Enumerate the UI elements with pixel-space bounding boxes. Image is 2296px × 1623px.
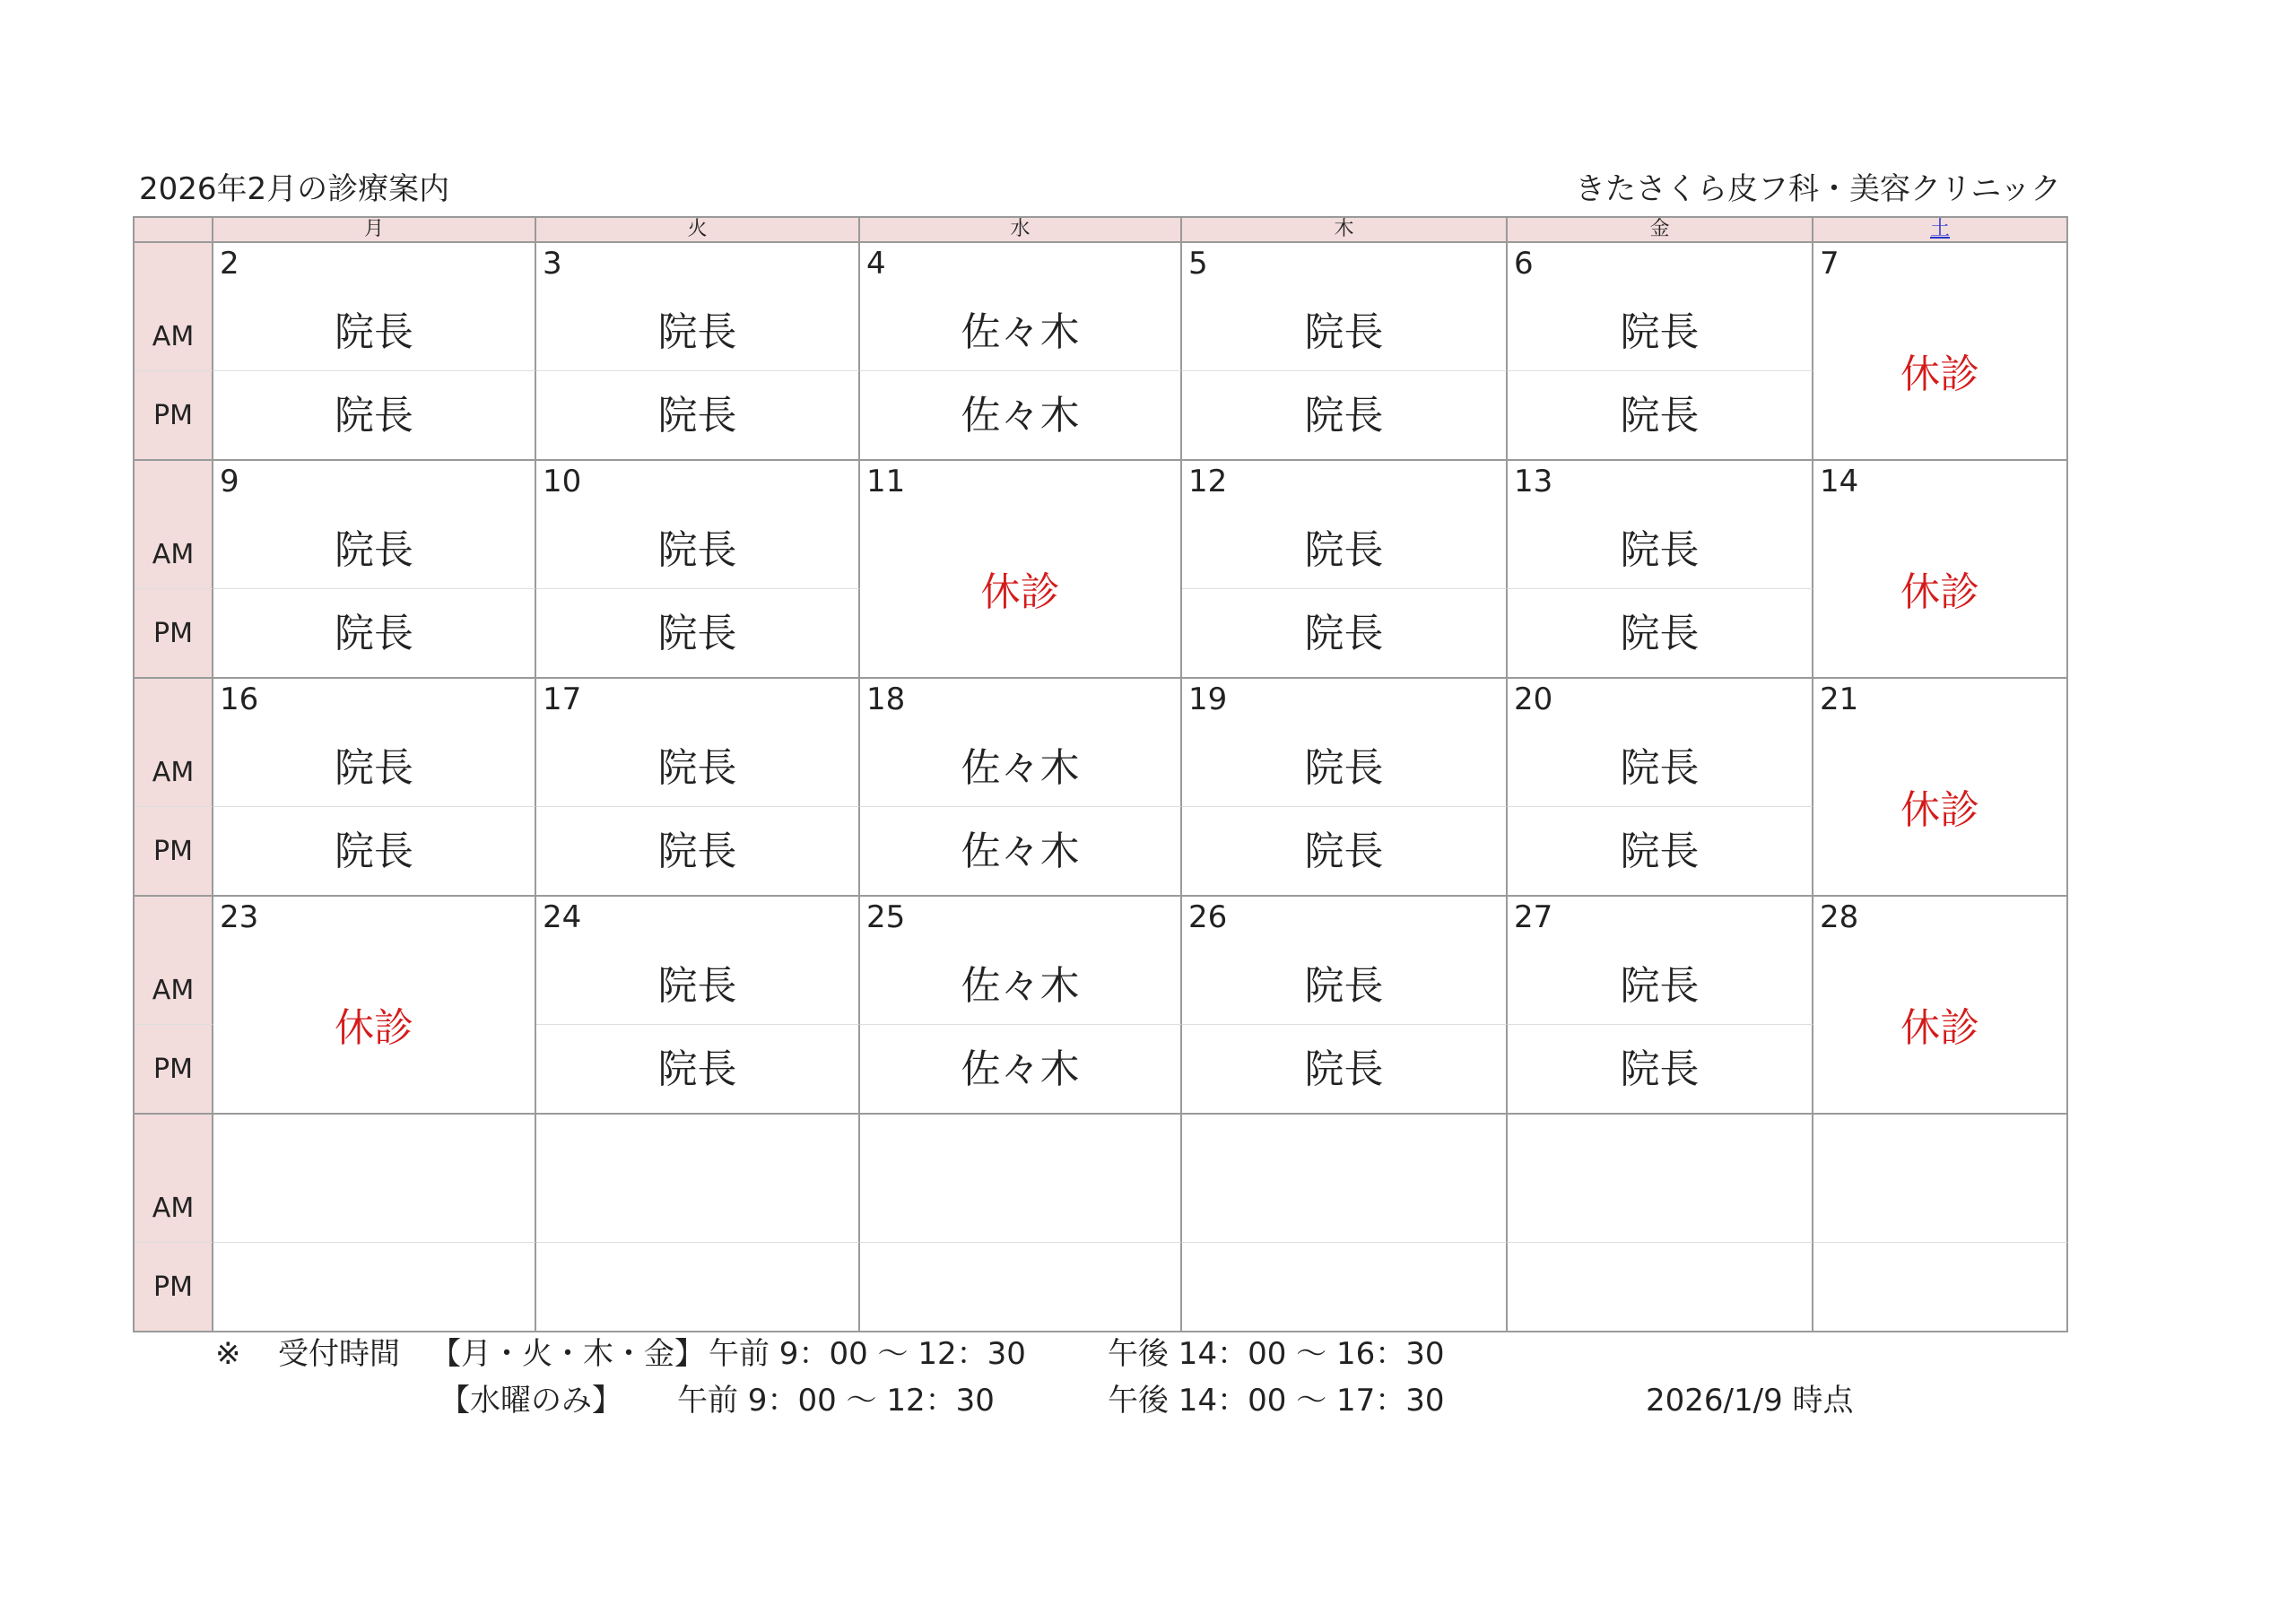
doctor-am: 院長 (1304, 745, 1384, 791)
doctor-am: 院長 (657, 527, 737, 573)
page-title: 2026年2月の診療案内 (139, 171, 450, 207)
note-as-of: 2026/1/9 時点 (1646, 1383, 1854, 1419)
closed-label: 休診 (335, 1004, 413, 1051)
closed-label: 休診 (1900, 568, 1979, 615)
doctor-am: 院長 (657, 309, 737, 355)
doctor-am: 院長 (335, 309, 413, 355)
day-cell-pm (213, 1243, 536, 1332)
day-cell-pm (1813, 1243, 2068, 1332)
note-row1-am: 午前 9：00 ～ 12：30 (709, 1336, 1026, 1372)
header-corner (135, 218, 213, 243)
date-number: 6 (1514, 246, 1534, 282)
date-number: 12 (1188, 464, 1228, 499)
day-cell-pm (536, 589, 860, 679)
doctor-am: 院長 (1620, 963, 1700, 1009)
doctor-pm: 院長 (1620, 611, 1700, 656)
doctor-pm: 佐々木 (961, 1046, 1080, 1092)
date-number: 25 (866, 899, 906, 935)
day-cell-pm (1508, 589, 1813, 679)
doctor-pm: 院長 (657, 393, 737, 438)
date-number: 11 (866, 464, 906, 499)
closed-label: 休診 (1900, 786, 1979, 833)
doctor-pm: 院長 (657, 611, 737, 656)
doctor-am: 佐々木 (961, 309, 1080, 355)
day-cell-am (860, 1115, 1182, 1243)
doctor-pm: 院長 (1304, 829, 1384, 874)
doctor-pm: 院長 (1304, 393, 1384, 438)
day-cell-closed (1813, 679, 2068, 897)
date-number: 20 (1514, 681, 1553, 717)
doctor-am: 院長 (1620, 745, 1700, 791)
am-label: AM (135, 679, 213, 807)
weekday-header: 金 (1508, 218, 1813, 243)
doctor-pm: 院長 (335, 393, 413, 438)
closed-label: 休診 (1900, 1004, 1979, 1051)
day-cell-closed (1813, 243, 2068, 461)
date-number: 3 (543, 246, 562, 282)
date-number: 24 (543, 899, 582, 935)
date-number: 9 (220, 464, 239, 499)
doctor-am: 院長 (335, 745, 413, 791)
am-label: AM (135, 461, 213, 589)
am-label: AM (135, 897, 213, 1025)
day-cell-am (1182, 243, 1508, 371)
doctor-pm: 院長 (1304, 611, 1384, 656)
date-number: 21 (1820, 681, 1859, 717)
day-cell-am (536, 1115, 860, 1243)
day-cell-pm (1508, 1243, 1813, 1332)
date-number: 14 (1820, 464, 1859, 499)
day-cell-am (213, 1115, 536, 1243)
pm-label: PM (135, 371, 213, 461)
day-cell-closed (860, 461, 1182, 679)
day-cell-am (1813, 1115, 2068, 1243)
doctor-pm: 院長 (657, 829, 737, 874)
note-mark: ※ (215, 1336, 241, 1372)
day-cell-pm (1182, 1243, 1508, 1332)
doctor-pm: 院長 (1620, 393, 1700, 438)
day-cell-am (860, 679, 1182, 807)
day-cell-closed (213, 897, 536, 1115)
pm-label: PM (135, 807, 213, 897)
calendar-table (133, 216, 2068, 1332)
day-cell-am (213, 243, 536, 371)
date-number: 5 (1188, 246, 1208, 282)
day-cell-pm (213, 807, 536, 897)
doctor-pm: 院長 (657, 1046, 737, 1092)
date-number: 19 (1188, 681, 1228, 717)
date-number: 17 (543, 681, 582, 717)
day-cell-am (1508, 897, 1813, 1025)
day-cell-pm (1182, 589, 1508, 679)
doctor-am: 院長 (1304, 309, 1384, 355)
note-row1-days: 【月・火・木・金】 (430, 1336, 705, 1372)
clinic-name: きたさくら皮フ科・美容クリニック (1575, 171, 2061, 207)
day-cell-pm (1182, 807, 1508, 897)
doctor-am: 院長 (1304, 963, 1384, 1009)
doctor-am: 院長 (1620, 527, 1700, 573)
day-cell-pm (860, 1025, 1182, 1115)
day-cell-closed (1813, 897, 2068, 1115)
day-cell-pm (860, 807, 1182, 897)
day-cell-pm (536, 807, 860, 897)
day-cell-pm (213, 589, 536, 679)
pm-label: PM (135, 1243, 213, 1332)
day-cell-am (1508, 679, 1813, 807)
doctor-pm: 院長 (1620, 829, 1700, 874)
day-cell-pm (536, 371, 860, 461)
day-cell-am (860, 243, 1182, 371)
weekday-header: 木 (1182, 218, 1508, 243)
day-cell-am (1182, 1115, 1508, 1243)
date-number: 16 (220, 681, 259, 717)
doctor-pm: 佐々木 (961, 393, 1080, 438)
date-number: 26 (1188, 899, 1228, 935)
doctor-pm: 院長 (335, 829, 413, 874)
day-cell-pm (860, 1243, 1182, 1332)
day-cell-am (1508, 243, 1813, 371)
doctor-am: 院長 (1620, 309, 1700, 355)
doctor-pm: 院長 (335, 611, 413, 656)
day-cell-pm (1508, 1025, 1813, 1115)
date-number: 2 (220, 246, 239, 282)
day-cell-am (536, 461, 860, 589)
date-number: 18 (866, 681, 906, 717)
day-cell-am (860, 897, 1182, 1025)
weekday-header: 火 (536, 218, 860, 243)
day-cell-am (1182, 897, 1508, 1025)
day-cell-am (1508, 461, 1813, 589)
closed-label: 休診 (980, 568, 1060, 615)
date-number: 13 (1514, 464, 1553, 499)
date-number: 7 (1820, 246, 1839, 282)
weekday-header: 土 (1813, 218, 2068, 243)
date-number: 27 (1514, 899, 1553, 935)
day-cell-am (1182, 461, 1508, 589)
day-cell-pm (1508, 807, 1813, 897)
day-cell-pm (860, 371, 1182, 461)
pm-label: PM (135, 589, 213, 679)
am-label: AM (135, 243, 213, 371)
pm-label: PM (135, 1025, 213, 1115)
day-cell-am (536, 679, 860, 807)
day-cell-closed (1813, 461, 2068, 679)
day-cell-am (1182, 679, 1508, 807)
doctor-pm: 佐々木 (961, 829, 1080, 874)
closed-label: 休診 (1900, 351, 1979, 397)
doctor-am: 院長 (1304, 527, 1384, 573)
day-cell-pm (536, 1025, 860, 1115)
doctor-am: 院長 (657, 963, 737, 1009)
day-cell-pm (536, 1243, 860, 1332)
weekday-header: 月 (213, 218, 536, 243)
note-row2-pm: 午後 14：00 ～ 17：30 (1108, 1383, 1445, 1419)
note-row1-pm: 午後 14：00 ～ 16：30 (1108, 1336, 1445, 1372)
note-label: 受付時間 (278, 1336, 400, 1372)
day-cell-am (213, 461, 536, 589)
date-number: 10 (543, 464, 582, 499)
day-cell-am (536, 243, 860, 371)
date-number: 28 (1820, 899, 1859, 935)
day-cell-am (1508, 1115, 1813, 1243)
date-number: 4 (866, 246, 886, 282)
doctor-pm: 院長 (1620, 1046, 1700, 1092)
doctor-am: 佐々木 (961, 745, 1080, 791)
note-row2-am: 午前 9：00 ～ 12：30 (677, 1383, 995, 1419)
date-number: 23 (220, 899, 259, 935)
day-cell-pm (1508, 371, 1813, 461)
day-cell-am (213, 679, 536, 807)
day-cell-pm (213, 371, 536, 461)
note-row2-days: 【水曜のみ】 (439, 1383, 622, 1419)
am-label: AM (135, 1115, 213, 1243)
doctor-pm: 院長 (1304, 1046, 1384, 1092)
day-cell-pm (1182, 1025, 1508, 1115)
doctor-am: 院長 (657, 745, 737, 791)
doctor-am: 佐々木 (961, 963, 1080, 1009)
doctor-am: 院長 (335, 527, 413, 573)
day-cell-pm (1182, 371, 1508, 461)
day-cell-am (536, 897, 860, 1025)
weekday-header: 水 (860, 218, 1182, 243)
